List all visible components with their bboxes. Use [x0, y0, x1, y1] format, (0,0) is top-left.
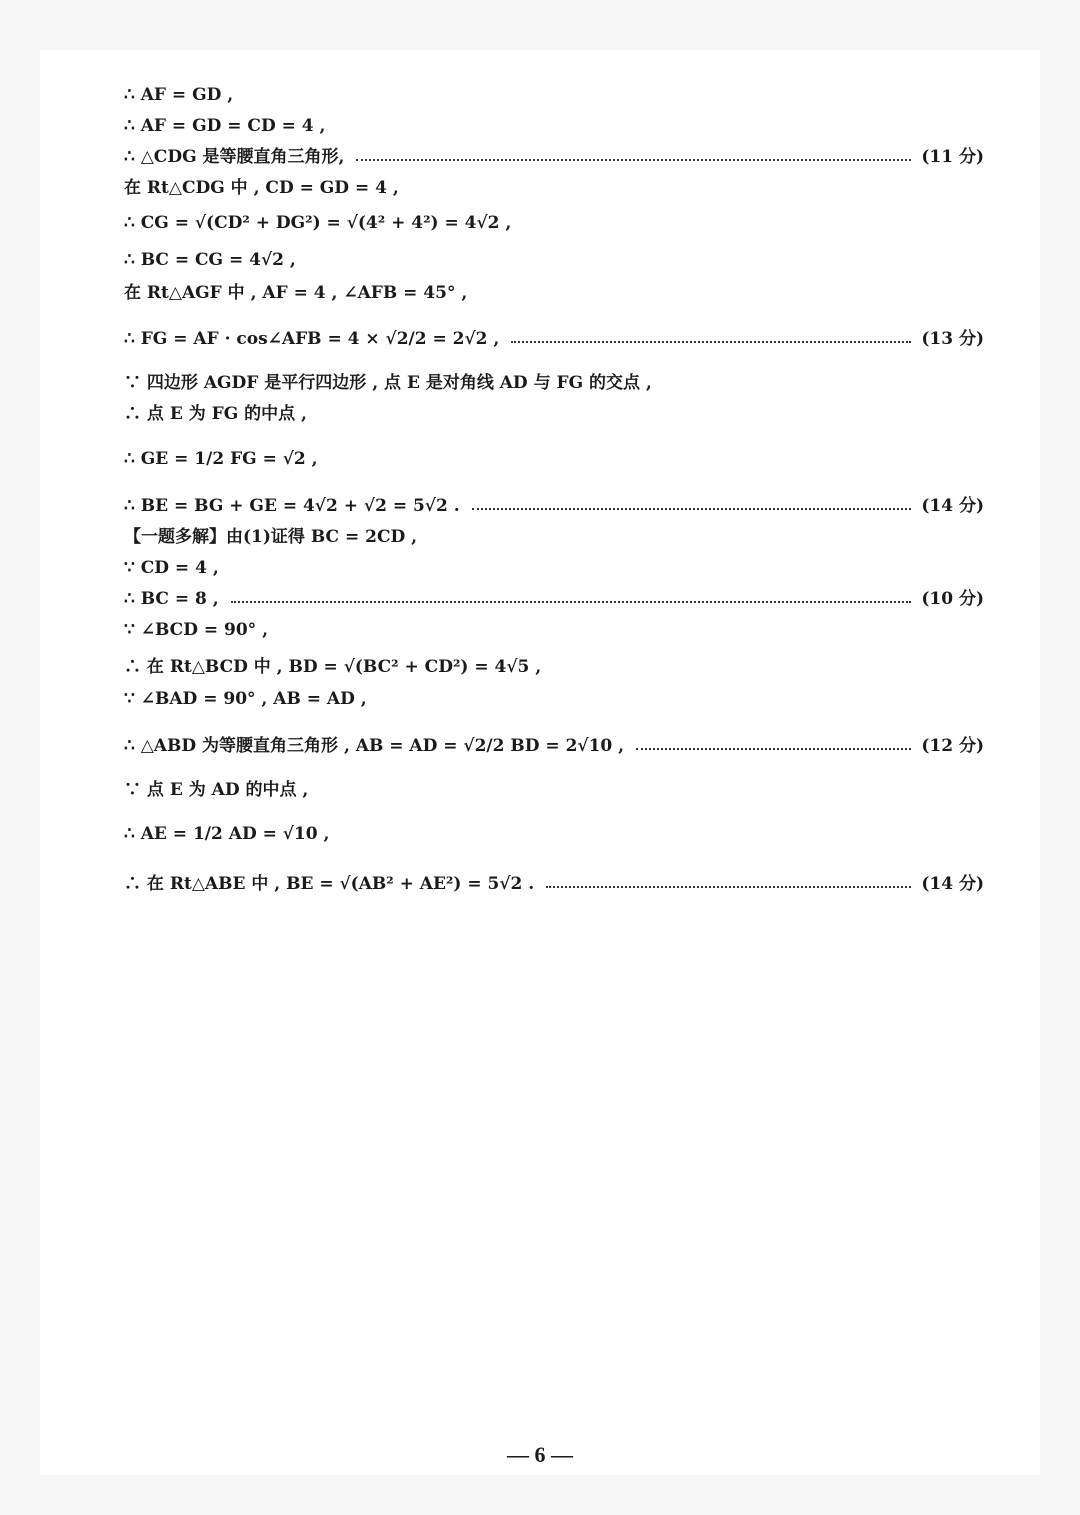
line-text: ∵ 四边形 AGDF 是平行四边形 , 点 E 是对角线 AD 与 FG 的交点 ,: [124, 373, 652, 393]
page-number: — 6 —: [507, 1442, 573, 1467]
score-label: (10 分): [921, 589, 984, 609]
score-label: (12 分): [921, 736, 984, 756]
line-text: 在 Rt△CDG 中 , CD = GD = 4 ,: [124, 178, 399, 198]
solution-line-22: [124, 871, 984, 897]
dotted-leader: [472, 508, 912, 510]
line-text: ∴ AF = GD = CD = 4 ,: [124, 116, 326, 136]
line-text: ∴ △ABD 为等腰直角三角形 , AB = AD = √2/2 BD = 2√10 ,: [124, 736, 625, 756]
solution-line-14: [124, 557, 984, 579]
solution-line-2: [124, 115, 984, 137]
solution-line-1: [124, 84, 984, 106]
score-label: (11 分): [921, 147, 984, 167]
dotted-leader: [546, 886, 911, 888]
score-label: (14 分): [921, 496, 984, 516]
solution-line-15: [124, 588, 984, 610]
solution-line-4: [124, 177, 984, 199]
score-label: (13 分): [921, 329, 984, 349]
dotted-leader: [511, 341, 911, 343]
dotted-leader: [231, 601, 912, 603]
solution-line-17: [124, 654, 984, 680]
line-text: 【一题多解】由(1)证得 BC = 2CD ,: [124, 527, 418, 547]
line-text: ∵ CD = 4 ,: [124, 558, 219, 578]
line-text: ∴ 在 Rt△ABE 中 , BE = √(AB² + AE²) = 5√2 .: [124, 874, 535, 894]
solution-line-9: [124, 372, 984, 394]
solution-line-10: [124, 403, 984, 425]
line-text: ∴ GE = 1/2 FG = √2 ,: [124, 449, 318, 469]
score-label: (14 分): [921, 874, 984, 894]
line-text: ∴ 在 Rt△BCD 中 , BD = √(BC² + CD²) = 4√5 ,: [124, 657, 542, 677]
line-text: ∴ BC = 8 ,: [124, 589, 219, 609]
solution-line-5: [124, 210, 984, 236]
solution-line-6: [124, 247, 984, 273]
dotted-leader: [356, 159, 911, 161]
dotted-leader: [636, 748, 911, 750]
solution-line-16: [124, 619, 984, 641]
line-text: ∴ BE = BG + GE = 4√2 + √2 = 5√2 .: [124, 496, 460, 516]
solution-line-19: [124, 733, 984, 759]
solution-line-12: [124, 495, 984, 517]
solution-line-18: [124, 688, 984, 710]
line-text: ∵ ∠BAD = 90° , AB = AD ,: [124, 689, 367, 709]
line-text: 在 Rt△AGF 中 , AF = 4 , ∠AFB = 45° ,: [124, 283, 468, 303]
solution-line-3: [124, 146, 984, 168]
line-text: ∴ 点 E 为 FG 的中点 ,: [124, 404, 307, 424]
line-text: ∵ ∠BCD = 90° ,: [124, 620, 269, 640]
line-text: ∴ BC = CG = 4√2 ,: [124, 250, 296, 270]
solution-line-13: [124, 526, 984, 548]
solution-line-8: [124, 326, 984, 352]
solution-line-11: [124, 446, 984, 472]
line-text: ∴ AE = 1/2 AD = √10 ,: [124, 824, 330, 844]
line-text: ∴ AF = GD ,: [124, 85, 234, 105]
solution-line-7: [124, 282, 984, 304]
line-text: ∴ FG = AF · cos∠AFB = 4 × √2/2 = 2√2 ,: [124, 329, 500, 349]
line-text: ∴ △CDG 是等腰直角三角形,: [124, 147, 345, 167]
line-text: ∴ CG = √(CD² + DG²) = √(4² + 4²) = 4√2 ,: [124, 213, 512, 233]
solution-line-21: [124, 821, 984, 847]
solution-line-20: [124, 779, 984, 801]
line-text: ∵ 点 E 为 AD 的中点 ,: [124, 780, 309, 800]
